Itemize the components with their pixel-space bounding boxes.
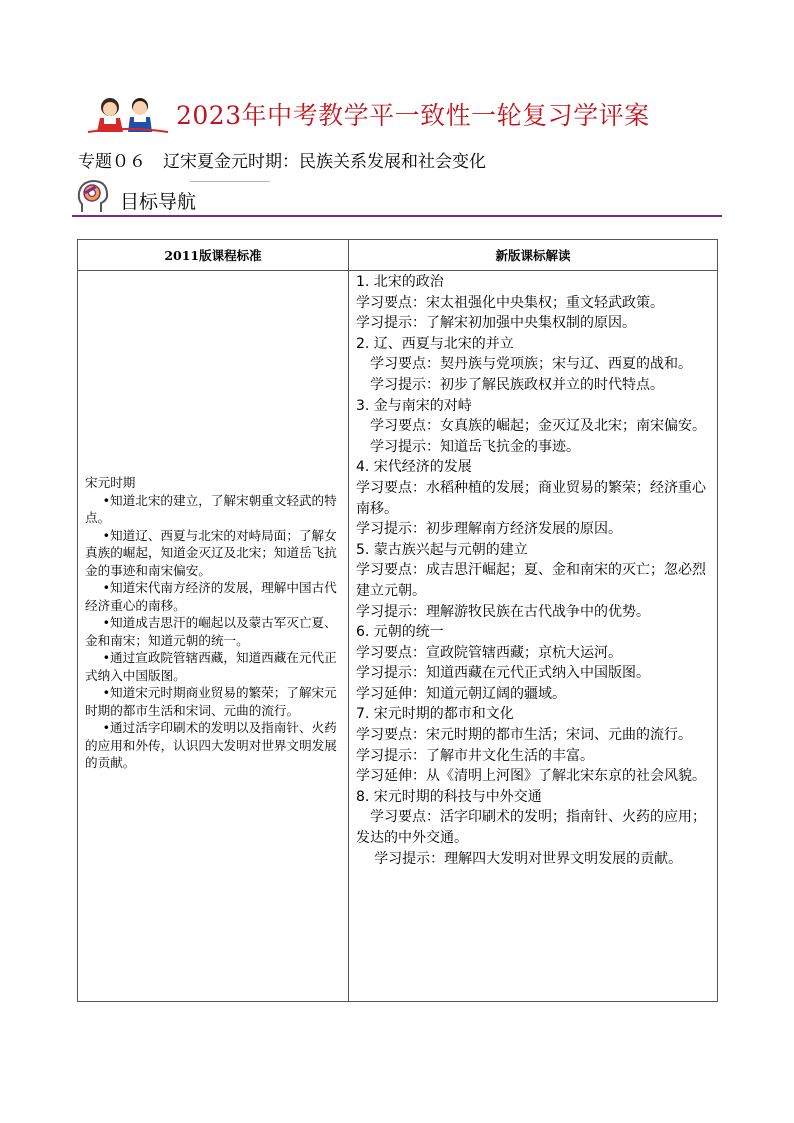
section-header — [72, 176, 722, 220]
interpretation-line: 学习要点：活字印刷术的发明；指南针、火药的应用；发达的中外交通。 — [356, 809, 706, 847]
interpretation-line: 学习提示：了解宋初加强中央集权制的原因。 — [356, 315, 636, 332]
standard-cell — [78, 271, 349, 1002]
table-header-row — [78, 240, 718, 271]
column-header-interpretation: 新版课标解读 — [349, 240, 718, 271]
interpretation-line: 学习要点：成吉思汗崛起；夏、金和南宋的灭亡；忽必烈建立元朝。 — [356, 562, 706, 599]
interpretation-topic: 6. 元朝的统一 — [356, 624, 444, 641]
interpretation-line: 学习要点：契丹族与党项族；宋与辽、西夏的战和。 — [370, 356, 692, 373]
column-header-standard: 2011版课程标准 — [78, 240, 349, 271]
page-header — [0, 92, 794, 132]
interpretation-topic: 2. 辽、西夏与北宋的并立 — [356, 335, 514, 352]
interpretation-line: 学习要点：宋元时期的都市生活；宋词、元曲的流行。 — [356, 727, 692, 744]
topic-subtitle: 专题０６ 辽宋夏金元时期：民族关系发展和社会变化 — [78, 152, 486, 172]
standard-item: •通过活字印刷术的发明以及指南针、火药的应用和外传，认识四大发明对世界文明发展的贡献。 — [85, 720, 337, 770]
interpretation-line: 学习延伸：从《清明上河图》了解北宋东京的社会风貌。 — [356, 768, 706, 785]
students-illustration-icon — [88, 96, 168, 134]
standard-item: •知道北宋的建立，了解宋朝重文轻武的特点。 — [85, 492, 337, 525]
interpretation-line: 学习提示：理解游牧民族在古代战争中的优势。 — [356, 603, 650, 620]
interpretation-line: 学习要点：女真族的崛起；金灭辽及北宋；南宋偏安。 — [370, 418, 706, 435]
standard-heading: 宋元时期 — [85, 475, 136, 490]
interpretation-line: 学习要点：宋太祖强化中央集权；重文轻武政策。 — [356, 294, 664, 311]
interpretation-line: 学习延伸：知道元朝辽阔的疆域。 — [356, 685, 566, 702]
section-divider — [72, 215, 722, 217]
interpretation-line: 学习提示：了解市井文化生活的丰富。 — [356, 747, 594, 764]
standard-item: •知道辽、西夏与北宋的对峙局面；了解女真族的崛起，知道金灭辽及北宋；知道岳飞抗金的事迹和南宋偏安。 — [85, 527, 337, 578]
interpretation-topic: 3. 金与南宋的对峙 — [356, 397, 472, 414]
interpretation-topic: 1. 北宋的政治 — [356, 274, 444, 290]
interpretation-topic: 8. 宋元时期的科技与中外交通 — [356, 788, 542, 805]
interpretation-line: 学习要点：宣政院管辖西藏；京杭大运河。 — [356, 644, 622, 661]
interpretation-line: 学习提示：知道岳飞抗金的事迹。 — [370, 438, 580, 455]
standard-item: •知道宋代南方经济的发展，理解中国古代经济重心的南移。 — [85, 580, 337, 613]
interpretation-topic: 5. 蒙古族兴起与元朝的建立 — [356, 541, 528, 558]
head-gear-icon — [76, 178, 110, 214]
interpretation-line: 学习要点：水稻种植的发展；商业贸易的繁荣；经济重心南移。 — [356, 479, 706, 517]
section-title: 目标导航 — [120, 191, 197, 213]
interpretation-line: 学习提示：知道西藏在元代正式纳入中国版图。 — [356, 665, 650, 682]
interpretation-topic: 4. 宋代经济的发展 — [356, 459, 472, 476]
curriculum-table — [77, 239, 718, 1002]
standard-item: •知道成吉思汗的崛起以及蒙古军灭亡夏、金和南宋；知道元朝的统一。 — [85, 615, 337, 648]
interpretation-topic: 7. 宋元时期的都市和文化 — [356, 706, 514, 723]
interpretation-line: 学习提示：初步了解民族政权并立的时代特点。 — [370, 376, 664, 393]
table-row — [78, 271, 718, 1002]
standard-content — [85, 474, 347, 772]
standard-item: •通过宣政院管辖西藏，知道西藏在元代正式纳入中国版图。 — [85, 650, 337, 683]
standard-item: •知道宋元时期商业贸易的繁荣；了解宋元时期的都市生活和宋词、元曲的流行。 — [85, 685, 337, 718]
decorative-line — [190, 181, 270, 182]
interpretation-line: 学习提示：理解四大发明对世界文明发展的贡献。 — [374, 850, 683, 867]
interpretation-cell — [349, 271, 718, 1002]
interpretation-content — [349, 271, 717, 869]
page-title: 2023年中考教学平一致性一轮复习学评案 — [176, 101, 650, 130]
interpretation-line: 学习提示：初步理解南方经济发展的原因。 — [356, 521, 622, 538]
